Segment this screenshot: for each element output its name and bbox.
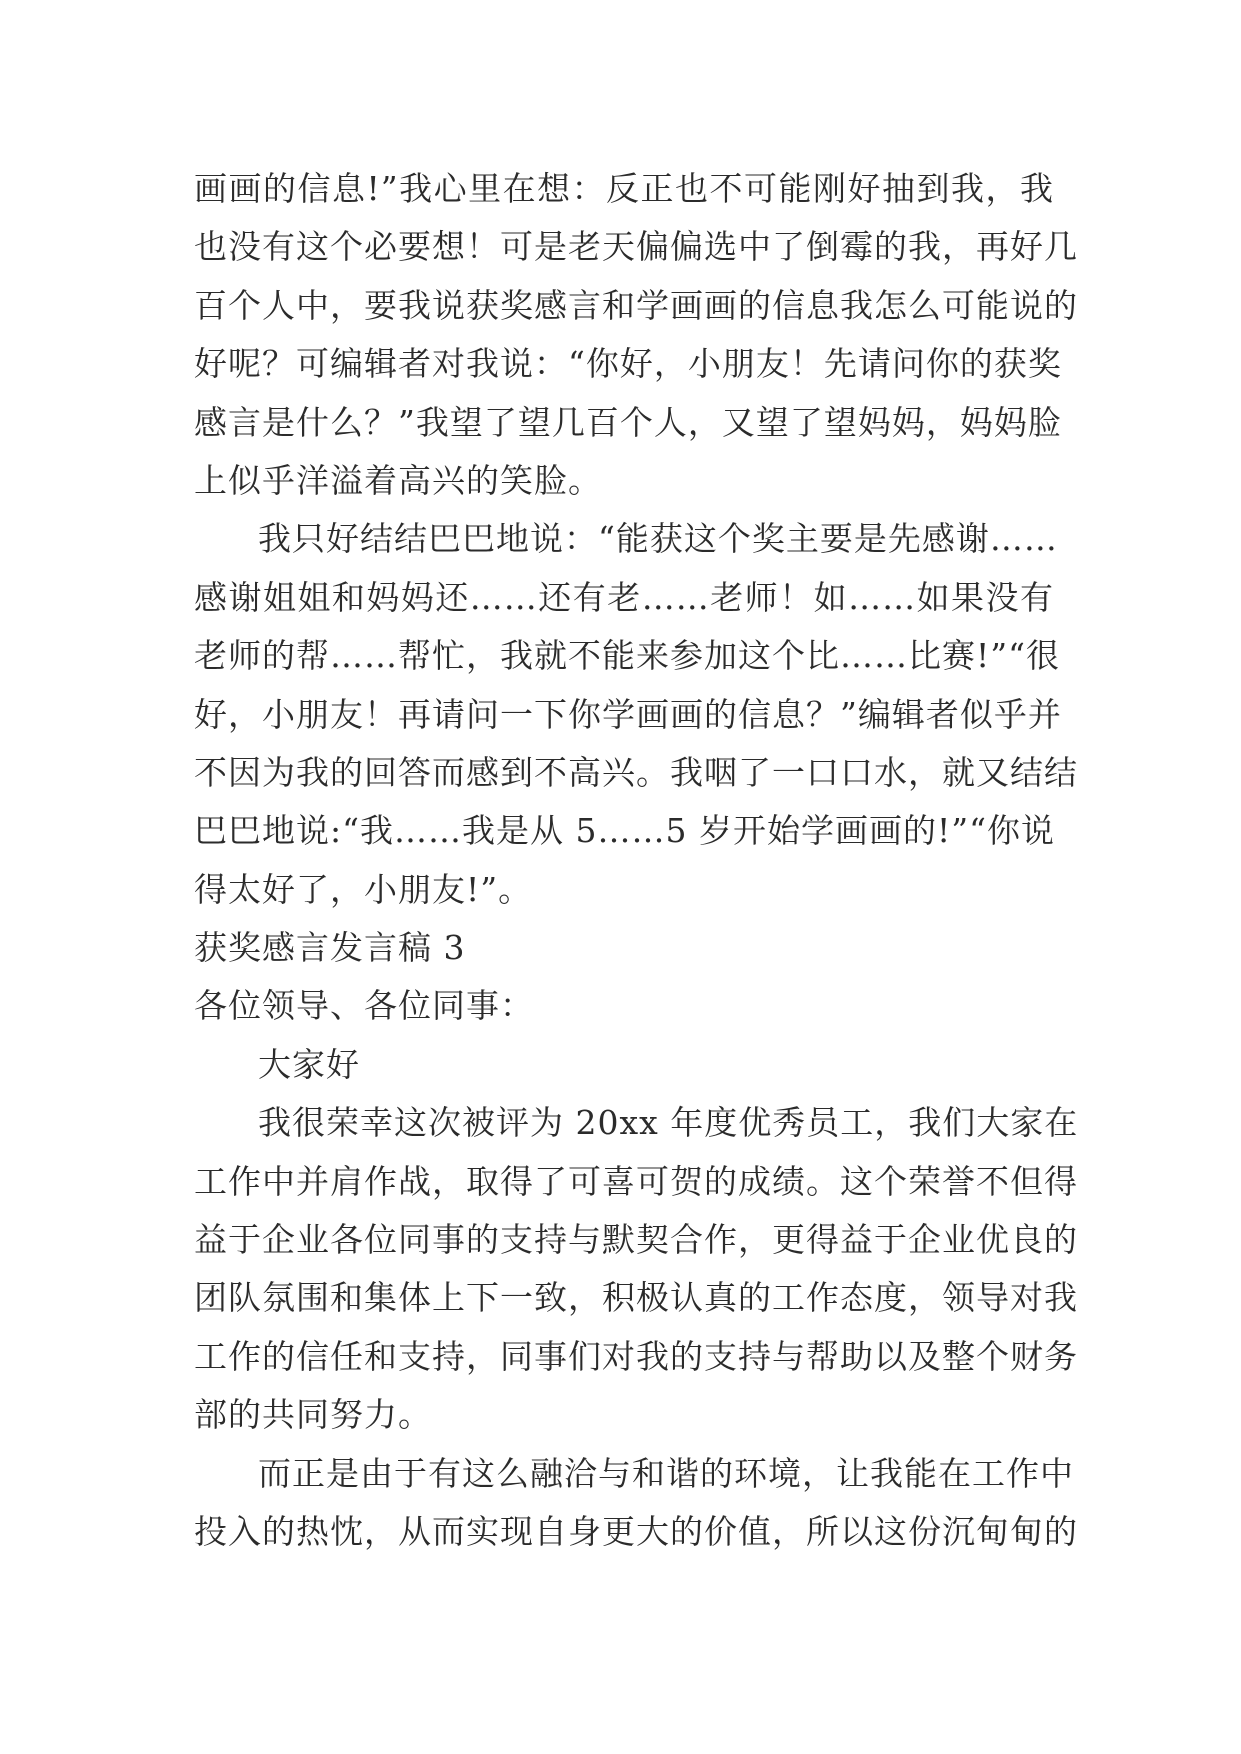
text-line: 不因为我的回答而感到不高兴。我咽了一口口水，就又结结	[194, 752, 1078, 792]
greeting: 大家好	[258, 1044, 360, 1084]
document-body	[194, 160, 1079, 1561]
text-line: 工作的信任和支持，同事们对我的支持与帮助以及整个财务	[194, 1336, 1078, 1376]
text-line: 画画的信息!”我心里在想：反正也不可能刚好抽到我，我	[194, 169, 1054, 208]
text-line: 老师的帮……帮忙，我就不能来参加这个比……比赛!”“很	[194, 636, 1061, 676]
text-line: 我很荣幸这次被评为 20xx 年度优秀员工，我们大家在	[258, 1103, 1079, 1143]
text-line: 也没有这个必要想！可是老天偏偏选中了倒霉的我，再好几	[194, 227, 1078, 267]
text-line: 上似乎洋溢着高兴的笑脸。	[194, 460, 602, 500]
text-line: 投入的热忱，从而实现自身更大的价值，所以这份沉甸甸的	[194, 1511, 1078, 1551]
text-line: 感言是什么？”我望了望几百个人，又望了望妈妈，妈妈脸	[194, 402, 1062, 442]
salutation: 各位领导、各位同事：	[194, 986, 534, 1026]
text-line: 得太好了，小朋友!”。	[194, 869, 533, 909]
text-line: 益于企业各位同事的支持与默契合作，更得益于企业优良的	[194, 1220, 1078, 1260]
text-line: 部的共同努力。	[194, 1395, 432, 1435]
text-line: 好呢？可编辑者对我说：“你好，小朋友！先请问你的获奖	[194, 344, 1062, 384]
text-line: 团队氛围和集体上下一致，积极认真的工作态度，领导对我	[194, 1278, 1078, 1318]
text-line: 感谢姐姐和妈妈还……还有老……老师！如……如果没有	[194, 577, 1054, 617]
section-heading: 获奖感言发言稿 3	[194, 928, 466, 968]
text-line: 而正是由于有这么融洽与和谐的环境，让我能在工作中	[258, 1453, 1074, 1493]
text-line: 好，小朋友！再请问一下你学画画的信息？”编辑者似乎并	[194, 694, 1062, 734]
text-line: 我只好结结巴巴地说：“能获这个奖主要是先感谢……	[258, 519, 1058, 559]
text-line: 巴巴地说:“我……我是从 5……5 岁开始学画画的!”“你说	[194, 811, 1055, 851]
text-line: 工作中并肩作战，取得了可喜可贺的成绩。这个荣誉不但得	[194, 1161, 1078, 1201]
text-line: 百个人中，要我说获奖感言和学画画的信息我怎么可能说的	[194, 285, 1078, 325]
